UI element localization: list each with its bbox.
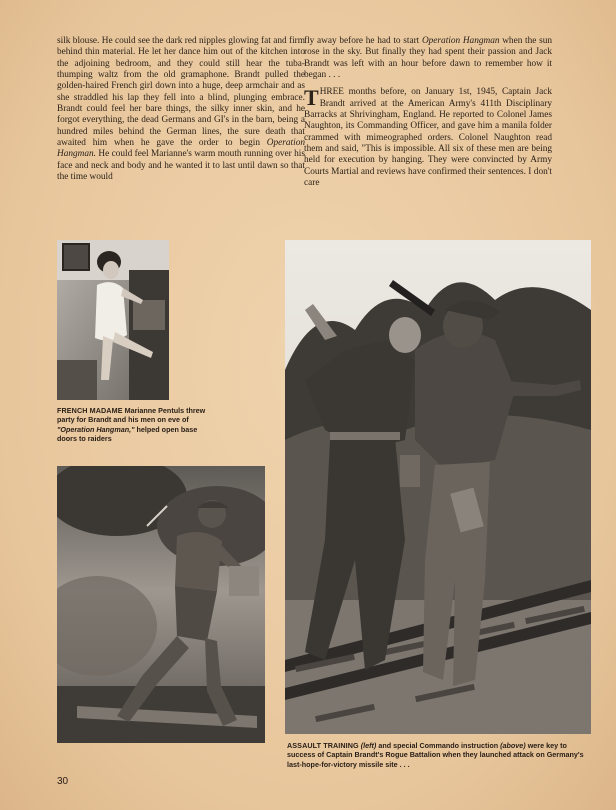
photo-french-madame (57, 240, 169, 400)
italic-text: Operation Hangman. (57, 138, 305, 160)
caption-text: helped open base doors to raiders (57, 424, 198, 443)
caption-italic: "Operation Hangman," (57, 424, 135, 434)
caption-italic: (left) (358, 741, 377, 750)
caption-lead: ASSAULT TRAINING (287, 741, 359, 750)
paragraph-continued (304, 36, 552, 81)
text-run: when the sun rose in the sky. But finally they had spent their passion and Jack Brandt was left with an hour before dawn to remember how it began . . . (304, 36, 552, 81)
caption-lead: FRENCH MADAME (57, 406, 123, 415)
paragraph-new (304, 87, 552, 189)
photo-assault-training (57, 466, 265, 743)
drop-cap: T (304, 85, 319, 111)
text-run: fly away before he had to start (304, 36, 422, 46)
photo-image (285, 240, 591, 734)
caption-french-madame (57, 406, 217, 443)
caption-assault-training (287, 741, 587, 769)
text-column-left (57, 36, 305, 183)
photo-commando-instruction (285, 240, 591, 734)
text-column-right (304, 36, 552, 189)
caption-text: were key to success of Captain Brandt's Rogue Battalion when they launched attack on Germany's last-hope-for-victory missile site . . . (287, 741, 584, 769)
text-run: months before, on January 1st, 1945, Captain Jack Brandt arrived at the American Army's 411th Disciplinary Barracks at Shrivingham, England. He reported to Colonel James Naughton, its Commanding Officer, and gave him a manila folder crammed with mimeographed orders. Colonel Naughton read them and said, "This is impossible. All six of these men are being held for execution by hanging. They were convincted by Army Courts Martial and reviews have confirmed their sentences. I don't care (304, 87, 552, 189)
text-run: silk blouse. He could see the dark red nipples glowing fat and firm behind thin material. He let her dance him out of the kitchen into the adjoining bedroom, and they could still hear the tuba-thumping waltz from the old gramaphone. Brandt pulled the golden-haired French girl down into a huge, deep armchair and as she straddled his lap they fell into a blind, plunging embrace. Brandt could feel her bare things, the silky inner skin, and he forgot everything, the dead Germans and GI's in the barn, being a hundred miles behind the German lines, the sure death that awaited him when he gave the order to begin (57, 36, 305, 149)
italic-text: Operation Hangman (421, 36, 500, 46)
photo-image (57, 466, 265, 743)
page-number: 30 (57, 776, 69, 787)
caption-text: Marianne Pentuls threw party for Brandt and his men on eve of (57, 406, 206, 425)
paragraph-continued (57, 36, 305, 183)
caption-text: and special Commando instruction (376, 741, 501, 750)
text-run: He could feel Marianne's warm mouth running over his face and neck and body and he wanted it to last until dawn so that the time would (57, 149, 305, 183)
caption-italic: (above) (500, 741, 526, 750)
small-caps-text: HREE (319, 87, 344, 98)
photo-image (57, 240, 169, 400)
